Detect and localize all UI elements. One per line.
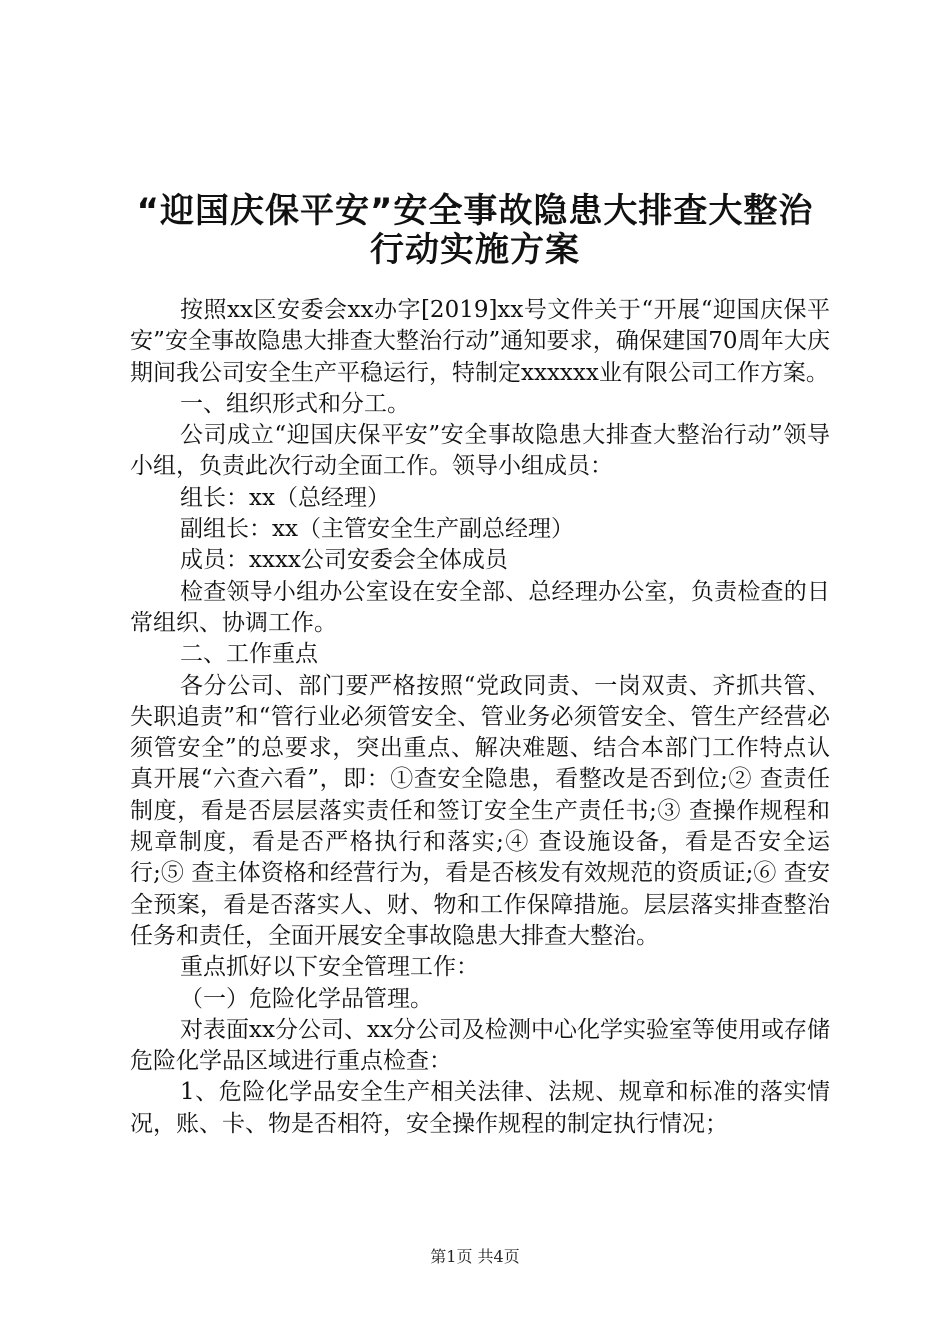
paragraph-members: 成员：xxxx公司安委会全体成员 bbox=[180, 547, 508, 574]
section-heading-organization: 一、组织形式和分工。 bbox=[180, 390, 410, 417]
paragraph-group-leader: 组长：xx（总经理） bbox=[180, 484, 390, 511]
paragraph-key-management: 重点抓好以下安全管理工作： bbox=[180, 954, 479, 981]
page-footer: 第1页 共4页 bbox=[430, 1247, 520, 1266]
paragraph-deputy-leader: 副组长：xx（主管安全生产副总经理） bbox=[180, 516, 574, 543]
subsection-heading-hazardous-chemicals: （一）危险化学品管理。 bbox=[180, 985, 433, 1012]
paragraph-six-checks: 各分公司、部门要严格按照“党政同责、一岗双责、齐抓共管、失职追责”和“管行业必须管安全、管业务必须管安全、管生产经营必须管安全”的总要求，突出重点、解决难题、结合本部门工作特点认真开展“六查六看”，即：①查安全隐患，看整改是否到位;② 查责任制度，看是否层层落实责任和签订安全生产责任书;③ 查操作规程和规章制度，看是否严格执行和落实;④ 查设施设备，看是否安全运行;⑤ 查主体资格和经营行为，看是否核发有效规范的资质证;⑥ 查安全预案，看是否落实人、财、物和工作保障措施。层层落实排查整治任务和责任，全面开展安全事故隐患大排查大整治。 bbox=[130, 672, 830, 949]
document-body bbox=[130, 295, 830, 1140]
section-heading-key-work: 二、工作重点 bbox=[180, 641, 318, 668]
paragraph-leadership-group: 公司成立“迎国庆保平安”安全事故隐患大排查大整治行动”领导小组，负责此次行动全面工作。领导小组成员： bbox=[130, 422, 830, 480]
document-title-line-2: 行动实施方案 bbox=[370, 230, 580, 270]
paragraph-intro: 按照xx区安委会xx办字[2019]xx号文件关于“开展“迎国庆保平安”安全事故隐患大排查大整治行动”通知要求，确保建国70周年大庆期间我公司安全生产平稳运行，特制定xxxxxx业有限公司工作方案。 bbox=[130, 297, 830, 386]
paragraph-office: 检查领导小组办公室设在安全部、总经理办公室，负责检查的日常组织、协调工作。 bbox=[130, 578, 830, 636]
document-title-line-1: “迎国庆保平安”安全事故隐患大排查大整治 bbox=[136, 191, 814, 231]
paragraph-chemical-inspection: 对表面xx分公司、xx分公司及检测中心化学实验室等使用或存储危险化学品区域进行重点检查： bbox=[130, 1016, 830, 1075]
paragraph-item-1: 1、危险化学品安全生产相关法律、法规、规章和标准的落实情况，账、卡、物是否相符，安全操作规程的制定执行情况； bbox=[130, 1079, 830, 1137]
